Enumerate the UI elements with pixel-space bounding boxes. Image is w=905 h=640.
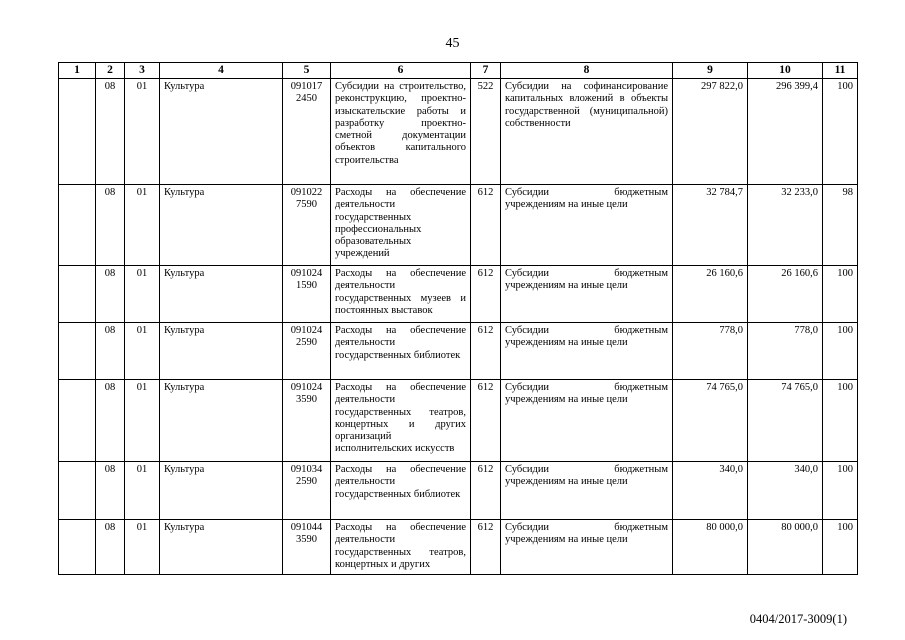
cell-type-name: Субсидии бюджетным учреждениям на иные цели [501, 185, 673, 266]
cell-percent: 100 [823, 462, 858, 520]
col-header-10: 10 [748, 63, 823, 79]
cell-section-name: Культура [160, 520, 283, 575]
cell-expense-name: Расходы на обеспечение деятельности государственных библиотек [331, 462, 471, 520]
col-header-7: 7 [471, 63, 501, 79]
cell-amount-executed: 296 399,4 [748, 79, 823, 185]
cell-amount-executed: 32 233,0 [748, 185, 823, 266]
cell-type-name: Субсидии на софинансирование капитальных вложений в объекты государственной (муниципальной) собственности [501, 79, 673, 185]
table-row [59, 185, 858, 266]
cell-percent: 100 [823, 323, 858, 380]
cell-target-code: 091017 2450 [283, 79, 331, 185]
cell-row-number [59, 266, 96, 323]
budget-table [58, 62, 858, 575]
cell-section-name: Культура [160, 185, 283, 266]
header-row [59, 63, 858, 79]
cell-section: 08 [96, 323, 125, 380]
cell-target-code: 091044 3590 [283, 520, 331, 575]
cell-target-code: 091022 7590 [283, 185, 331, 266]
cell-section: 08 [96, 520, 125, 575]
cell-amount-executed: 778,0 [748, 323, 823, 380]
cell-percent: 100 [823, 266, 858, 323]
cell-type-name: Субсидии бюджетным учреждениям на иные цели [501, 266, 673, 323]
cell-type-code: 612 [471, 323, 501, 380]
cell-section: 08 [96, 462, 125, 520]
document-code: 0404/2017-3009(1) [749, 612, 847, 626]
cell-amount-planned: 297 822,0 [673, 79, 748, 185]
cell-expense-name: Расходы на обеспечение деятельности государственных профессиональных образовательных учреждений [331, 185, 471, 266]
col-header-2: 2 [96, 63, 125, 79]
cell-expense-name: Расходы на обеспечение деятельности государственных театров, концертных и других организаций исполнительских искусств [331, 380, 471, 462]
cell-row-number [59, 79, 96, 185]
cell-expense-name: Расходы на обеспечение деятельности государственных библиотек [331, 323, 471, 380]
cell-target-code: 091024 3590 [283, 380, 331, 462]
col-header-3: 3 [125, 63, 160, 79]
cell-subsection: 01 [125, 79, 160, 185]
cell-percent: 98 [823, 185, 858, 266]
cell-section: 08 [96, 380, 125, 462]
cell-type-code: 522 [471, 79, 501, 185]
cell-percent: 100 [823, 380, 858, 462]
col-header-8: 8 [501, 63, 673, 79]
col-header-6: 6 [331, 63, 471, 79]
cell-expense-name: Расходы на обеспечение деятельности государственных театров, концертных и других [331, 520, 471, 575]
cell-type-name: Субсидии бюджетным учреждениям на иные цели [501, 520, 673, 575]
cell-type-code: 612 [471, 185, 501, 266]
table-row [59, 266, 858, 323]
cell-type-code: 612 [471, 266, 501, 323]
cell-subsection: 01 [125, 380, 160, 462]
cell-subsection: 01 [125, 266, 160, 323]
cell-target-code: 091024 1590 [283, 266, 331, 323]
cell-type-code: 612 [471, 462, 501, 520]
cell-subsection: 01 [125, 323, 160, 380]
cell-section-name: Культура [160, 380, 283, 462]
cell-row-number [59, 380, 96, 462]
cell-type-name: Субсидии бюджетным учреждениям на иные цели [501, 380, 673, 462]
cell-row-number [59, 323, 96, 380]
cell-percent: 100 [823, 520, 858, 575]
cell-section-name: Культура [160, 79, 283, 185]
cell-amount-planned: 80 000,0 [673, 520, 748, 575]
cell-type-code: 612 [471, 380, 501, 462]
col-header-4: 4 [160, 63, 283, 79]
cell-amount-planned: 74 765,0 [673, 380, 748, 462]
cell-amount-executed: 340,0 [748, 462, 823, 520]
cell-amount-executed: 80 000,0 [748, 520, 823, 575]
table-row [59, 380, 858, 462]
cell-section-name: Культура [160, 266, 283, 323]
cell-amount-executed: 26 160,6 [748, 266, 823, 323]
col-header-9: 9 [673, 63, 748, 79]
cell-subsection: 01 [125, 462, 160, 520]
cell-row-number [59, 462, 96, 520]
cell-amount-planned: 32 784,7 [673, 185, 748, 266]
cell-amount-planned: 340,0 [673, 462, 748, 520]
cell-type-code: 612 [471, 520, 501, 575]
cell-expense-name: Субсидии на строительство, реконструкцию, проектно-изыскательские работы и разработку проектно-сметной документации объектов капитального строительства [331, 79, 471, 185]
cell-amount-executed: 74 765,0 [748, 380, 823, 462]
cell-amount-planned: 778,0 [673, 323, 748, 380]
cell-section: 08 [96, 185, 125, 266]
cell-section-name: Культура [160, 323, 283, 380]
cell-target-code: 091024 2590 [283, 323, 331, 380]
cell-row-number [59, 185, 96, 266]
cell-expense-name: Расходы на обеспечение деятельности государственных музеев и постоянных выставок [331, 266, 471, 323]
table-row [59, 79, 858, 185]
page-number: 45 [445, 36, 460, 51]
col-header-1: 1 [59, 63, 96, 79]
cell-amount-planned: 26 160,6 [673, 266, 748, 323]
cell-type-name: Субсидии бюджетным учреждениям на иные цели [501, 323, 673, 380]
col-header-5: 5 [283, 63, 331, 79]
table-row [59, 323, 858, 380]
cell-row-number [59, 520, 96, 575]
cell-type-name: Субсидии бюджетным учреждениям на иные цели [501, 462, 673, 520]
cell-percent: 100 [823, 79, 858, 185]
cell-subsection: 01 [125, 520, 160, 575]
cell-section: 08 [96, 79, 125, 185]
cell-section: 08 [96, 266, 125, 323]
cell-subsection: 01 [125, 185, 160, 266]
cell-target-code: 091034 2590 [283, 462, 331, 520]
cell-section-name: Культура [160, 462, 283, 520]
table-row [59, 520, 858, 575]
table-row [59, 462, 858, 520]
col-header-11: 11 [823, 63, 858, 79]
